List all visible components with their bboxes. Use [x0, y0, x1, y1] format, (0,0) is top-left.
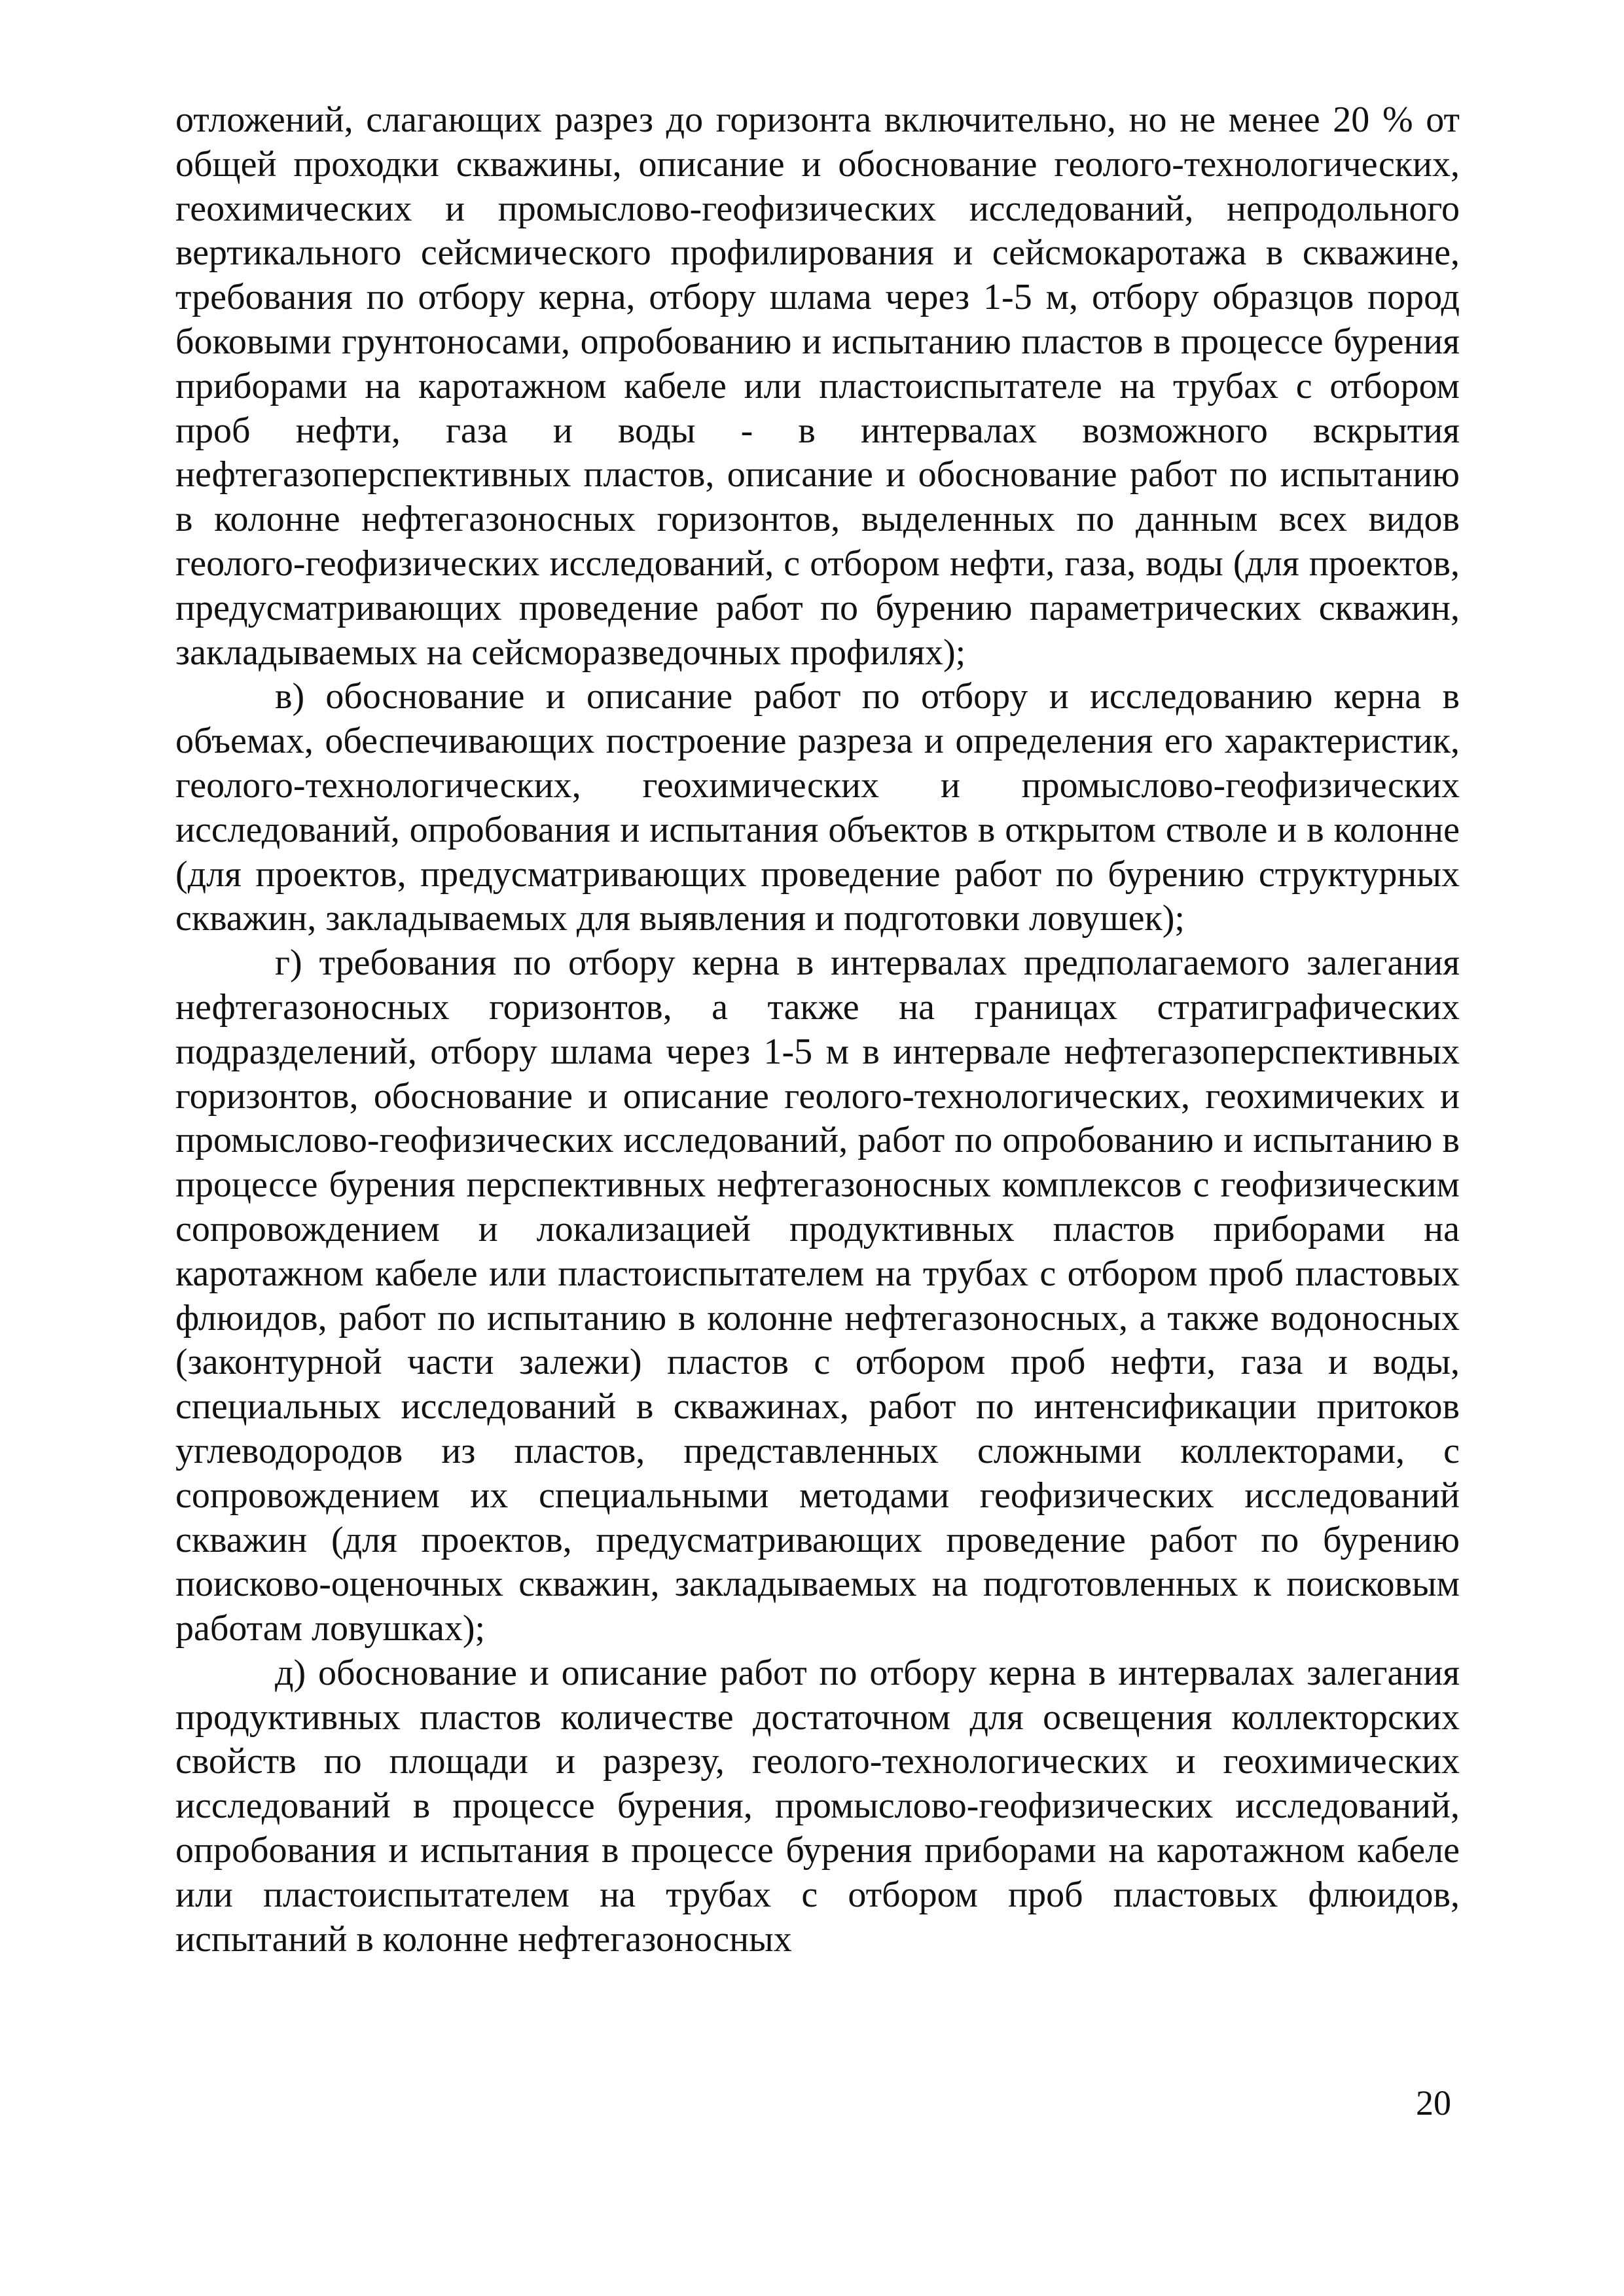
paragraph-continuation: отложений, слагающих разрез до горизонта включительно, но не менее 20 % от общей проходки скважины, описание и обоснование геолого-технологических, геохимических и промыслово-геофизических исследований, непродольного вертикального сейсмического профилирования и сейсмокаротажа в скважине, требования по отбору керна, отбору шлама через 1-5 м, отбору образцов пород боковыми грунтоносами, опробованию и испытанию пластов в процессе бурения приборами на каротажном кабеле или пластоиспытателе на трубах с отбором проб нефти, газа и воды - в интервалах возможного вскрытия нефтегазоперспективных пластов, описание и обоснование работ по испытанию в колонне нефтегазоносных горизонтов, выделенных по данным всех видов геолого-геофизических исследований, с отбором нефти, газа, воды (для проектов, предусматривающих проведение работ по бурению параметрических скважин, закладываемых на сейсморазведочных профилях);	[175, 99, 1460, 673]
paragraph-item-v: в) обоснование и описание работ по отбору и исследованию керна в объемах, обеспечивающих построение разреза и определения его характеристик, геолого-технологических, геохимических и промыслово-геофизических исследований, опробования и испытания объектов в открытом стволе и в колонне (для проектов, предусматривающих проведение работ по бурению структурных скважин, закладываемых для выявления и подготовки ловушек);	[175, 676, 1460, 939]
paragraph-item-g: г) требования по отбору керна в интервалах предполагаемого залегания нефтегазоносных горизонтов, а также на границах стратиграфических подразделений, отбору шлама через 1-5 м в интервале нефтегазоперспективных горизонтов, обоснование и описание геолого-технологических, геохимичеких и промыслово-геофизических исследований, работ по опробованию и испытанию в процессе бурения перспективных нефтегазоносных комплексов с геофизическим сопровождением и локализацией продуктивных пластов приборами на каротажном кабеле или пластоиспытателем на трубах с отбором проб пластовых флюидов, работ по испытанию в колонне нефтегазоносных, а также водоносных (законтурной части залежи) пластов с отбором проб нефти, газа и воды, специальных исследований в скважинах, работ по интенсификации притоков углеводородов из пластов, представленных сложными коллекторами, с сопровождением их специальными методами геофизических исследований скважин (для проектов, предусматривающих проведение работ по бурению поисково-оценочных скважин, закладываемых на подготовленных к поисковым работам ловушках);	[175, 942, 1460, 1649]
page-number: 20	[1416, 2083, 1451, 2123]
body-text	[175, 98, 1460, 1962]
paragraph-item-d: д) обоснование и описание работ по отбору керна в интервалах залегания продуктивных пластов количестве достаточном для освещения коллекторских свойств по площади и разрезу, геолого-технологических и геохимических исследований в процессе бурения, промыслово-геофизических исследований, опробования и испытания в процессе бурения приборами на каротажном кабеле или пластоиспытателем на трубах с отбором проб пластовых флюидов, испытаний в колонне нефтегазоносных	[175, 1652, 1460, 1960]
